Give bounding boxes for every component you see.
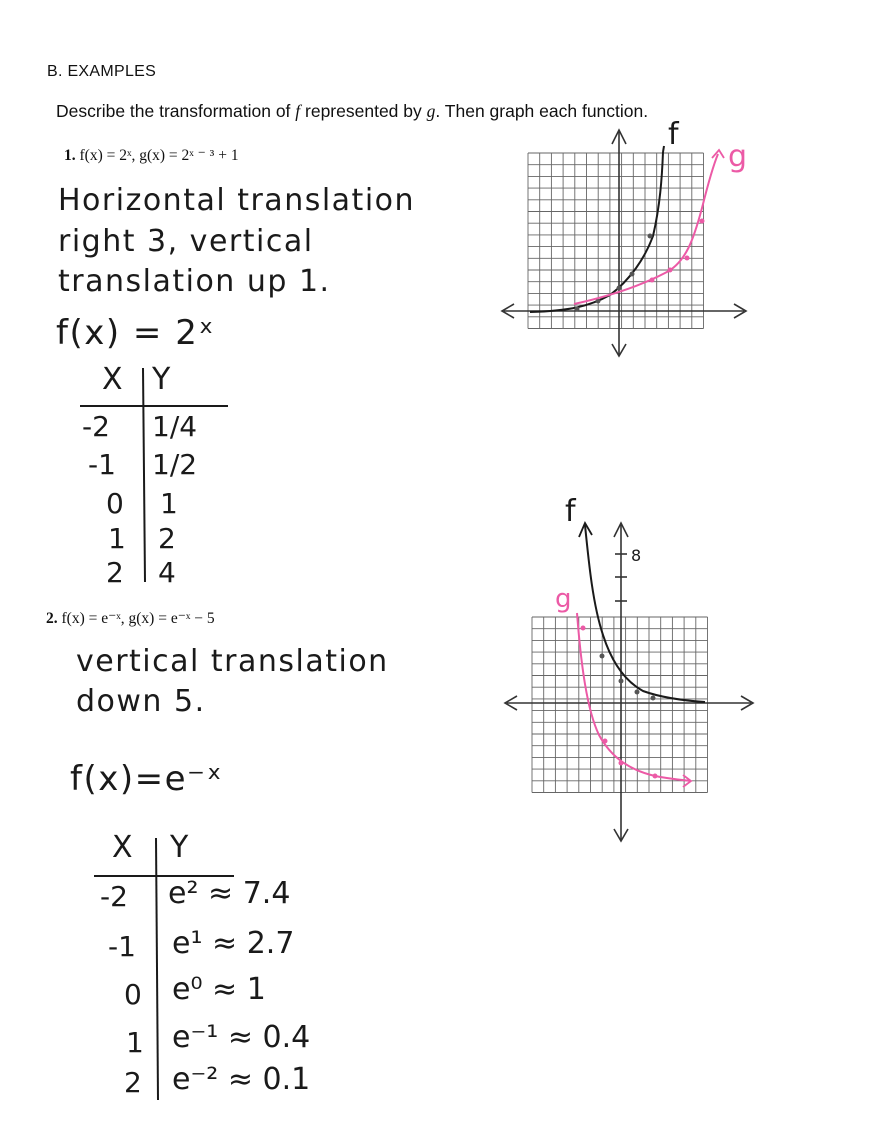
f-label: f	[668, 118, 679, 152]
problem-1-statement: 1. f(x) = 2ˣ, g(x) = 2ˣ ⁻ ³ + 1	[64, 147, 239, 164]
table-cell: 0	[124, 978, 142, 1011]
problem-2-grid	[532, 617, 708, 793]
problem-2-answer-line-1: vertical translation	[76, 644, 389, 679]
problem-1-axes	[502, 130, 746, 356]
table-cell: -2	[100, 880, 128, 913]
problem-1-function-label: f(x) = 2ˣ	[56, 313, 215, 353]
g-label: g	[728, 139, 748, 174]
problem-1-answer-line-1: Horizontal translation	[58, 183, 416, 218]
y-tick-label-8: 8	[631, 546, 642, 565]
table-cell: e² ≈ 7.4	[168, 876, 291, 911]
table-cell: 1	[126, 1026, 144, 1059]
g-curve	[577, 613, 691, 781]
problem-2-table	[94, 828, 334, 1108]
instructions: Describe the transformation of f represented by g. Then graph each function.	[56, 101, 649, 121]
table-cell: 1/4	[152, 410, 198, 443]
table-cell: 2	[106, 556, 124, 589]
table-header-y: Y	[152, 362, 171, 397]
problem-1-answer-line-3: translation up 1.	[58, 264, 331, 299]
table-header-x: X	[112, 830, 133, 865]
g-label: g	[555, 584, 572, 614]
table-header-x: X	[102, 362, 123, 397]
table-cell: e⁻² ≈ 0.1	[172, 1062, 311, 1097]
table-cell: e⁰ ≈ 1	[172, 972, 266, 1007]
table-cell: e⁻¹ ≈ 0.4	[172, 1020, 311, 1055]
problem-2-function-label: f(x)=e⁻ˣ	[70, 759, 224, 799]
problem-1-table	[78, 360, 238, 590]
table-cell: 1	[108, 522, 126, 555]
f-label: f	[565, 495, 576, 529]
table-cell: -1	[108, 930, 136, 963]
problem-2-axes	[505, 523, 753, 841]
problem-1-answer-line-2: right 3, vertical	[58, 224, 314, 259]
g-points	[581, 626, 658, 779]
table-cell: 4	[158, 556, 176, 589]
table-cell: -2	[82, 410, 110, 443]
table-cell: -1	[88, 448, 116, 481]
table-cell: 1/2	[152, 448, 198, 481]
table-cell: 0	[106, 487, 124, 520]
table-cell: e¹ ≈ 2.7	[172, 926, 295, 961]
table-cell: 1	[160, 487, 178, 520]
problem-2-answer-line-2: down 5.	[76, 684, 206, 719]
section-title: B. EXAMPLES	[47, 63, 157, 80]
table-header-y: Y	[170, 830, 189, 865]
problem-2-graph	[495, 495, 765, 845]
table-cell: 2	[158, 522, 176, 555]
problem-1-grid	[528, 153, 704, 329]
problem-1-graph	[490, 118, 770, 368]
problem-2-statement: 2. f(x) = e⁻ˣ, g(x) = e⁻ˣ − 5	[46, 610, 215, 627]
table-cell: 2	[124, 1066, 142, 1099]
